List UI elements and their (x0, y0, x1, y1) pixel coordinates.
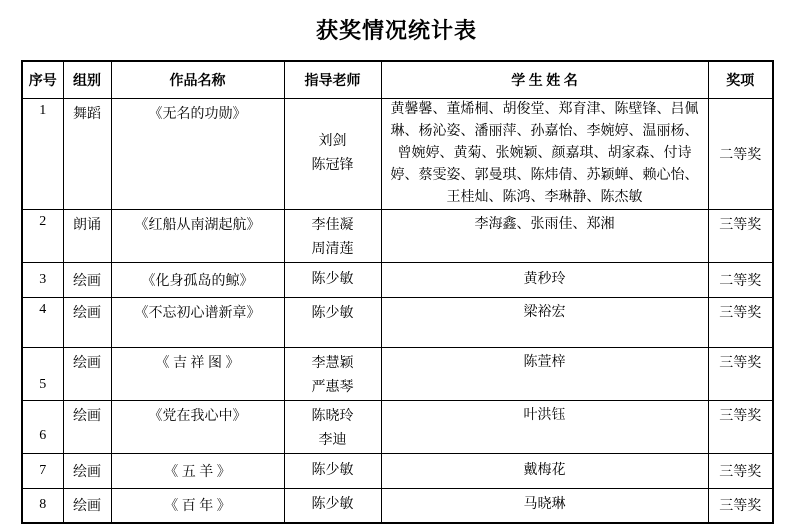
cell-award: 二等奖 (708, 98, 773, 209)
cell-no: 5 (22, 347, 63, 400)
cell-work: 《不忘初心谱新章》 (111, 297, 284, 347)
cell-no: 2 (22, 209, 63, 262)
cell-work: 《 百 年 》 (111, 488, 284, 523)
teacher-name: 周清莲 (311, 241, 354, 257)
table-row (22, 400, 773, 453)
teacher-name: 李佳凝 (311, 217, 354, 233)
cell-teacher (284, 262, 381, 297)
cell-group: 绘画 (63, 488, 111, 523)
cell-students: 叶洪钰 (381, 400, 708, 453)
cell-award: 三等奖 (708, 453, 773, 488)
teacher-name: 李慧颖 (311, 355, 354, 371)
teacher-name: 陈冠锋 (311, 157, 354, 173)
teacher-name: 严惠琴 (311, 379, 354, 395)
cell-work: 《 吉 祥 图 》 (111, 347, 284, 400)
header-no: 序号 (22, 61, 63, 98)
header-work: 作品名称 (111, 61, 284, 98)
cell-work: 《红船从南湖起航》 (111, 209, 284, 262)
teacher-name: 陈少敏 (311, 271, 354, 287)
cell-teacher (284, 209, 381, 262)
teacher-name: 刘剑 (318, 133, 347, 149)
cell-teacher (284, 297, 381, 347)
cell-no: 3 (22, 262, 63, 297)
cell-no: 7 (22, 453, 63, 488)
cell-group: 舞蹈 (63, 98, 111, 209)
cell-work: 《 五 羊 》 (111, 453, 284, 488)
table-header-row (22, 61, 773, 98)
cell-students: 陈萱梓 (381, 347, 708, 400)
cell-award: 三等奖 (708, 400, 773, 453)
table-row (22, 453, 773, 488)
cell-no: 1 (22, 98, 63, 209)
cell-work: 《无名的功勋》 (111, 98, 284, 209)
header-award: 奖项 (708, 61, 773, 98)
teacher-name: 陈少敏 (311, 497, 354, 513)
cell-work: 《党在我心中》 (111, 400, 284, 453)
teacher-name: 李迪 (318, 432, 347, 448)
cell-students: 梁裕宏 (381, 297, 708, 347)
cell-group: 朗诵 (63, 209, 111, 262)
cell-students: 黄馨馨、董烯桐、胡俊堂、郑育津、陈壁锋、吕佩琳、杨沁姿、潘丽萍、孙嘉怡、李婉婷、温丽杨、曾婉婷、黄菊、张婉颖、颜嘉琪、胡家森、付诗婷、蔡雯姿、郭曼琪、陈炜倩、苏颖蝉、赖心怡、王桂灿、陈鸿、李琳静、陈杰敏 (381, 98, 708, 209)
table-row (22, 347, 773, 400)
cell-students: 李海鑫、张雨佳、郑湘 (381, 209, 708, 262)
teacher-name: 陈少敏 (311, 462, 354, 478)
cell-group: 绘画 (63, 297, 111, 347)
page-title: 获奖情况统计表 (315, 18, 477, 43)
table-row (22, 262, 773, 297)
teacher-name: 陈少敏 (311, 305, 354, 321)
cell-award: 三等奖 (708, 488, 773, 523)
cell-group: 绘画 (63, 400, 111, 453)
cell-award: 三等奖 (708, 347, 773, 400)
table-row (22, 297, 773, 347)
header-students: 学 生 姓 名 (381, 61, 708, 98)
cell-work: 《化身孤岛的鲸》 (111, 262, 284, 297)
cell-group: 绘画 (63, 347, 111, 400)
cell-no: 8 (22, 488, 63, 523)
cell-teacher (284, 488, 381, 523)
cell-teacher (284, 453, 381, 488)
cell-no: 6 (22, 400, 63, 453)
cell-group: 绘画 (63, 453, 111, 488)
teacher-name: 陈晓玲 (311, 408, 354, 424)
cell-teacher (284, 400, 381, 453)
header-teacher: 指导老师 (284, 61, 381, 98)
table-row (22, 488, 773, 523)
cell-students: 马晓琳 (381, 488, 708, 523)
cell-students: 戴梅花 (381, 453, 708, 488)
cell-students: 黄秒玲 (381, 262, 708, 297)
cell-teacher (284, 98, 381, 209)
table-row (22, 98, 773, 209)
cell-award: 三等奖 (708, 209, 773, 262)
header-group: 组别 (63, 61, 111, 98)
cell-no: 4 (22, 297, 63, 347)
cell-award: 三等奖 (708, 297, 773, 347)
award-statistics-table (21, 60, 774, 524)
cell-award: 二等奖 (708, 262, 773, 297)
cell-group: 绘画 (63, 262, 111, 297)
table-row (22, 209, 773, 262)
cell-teacher (284, 347, 381, 400)
